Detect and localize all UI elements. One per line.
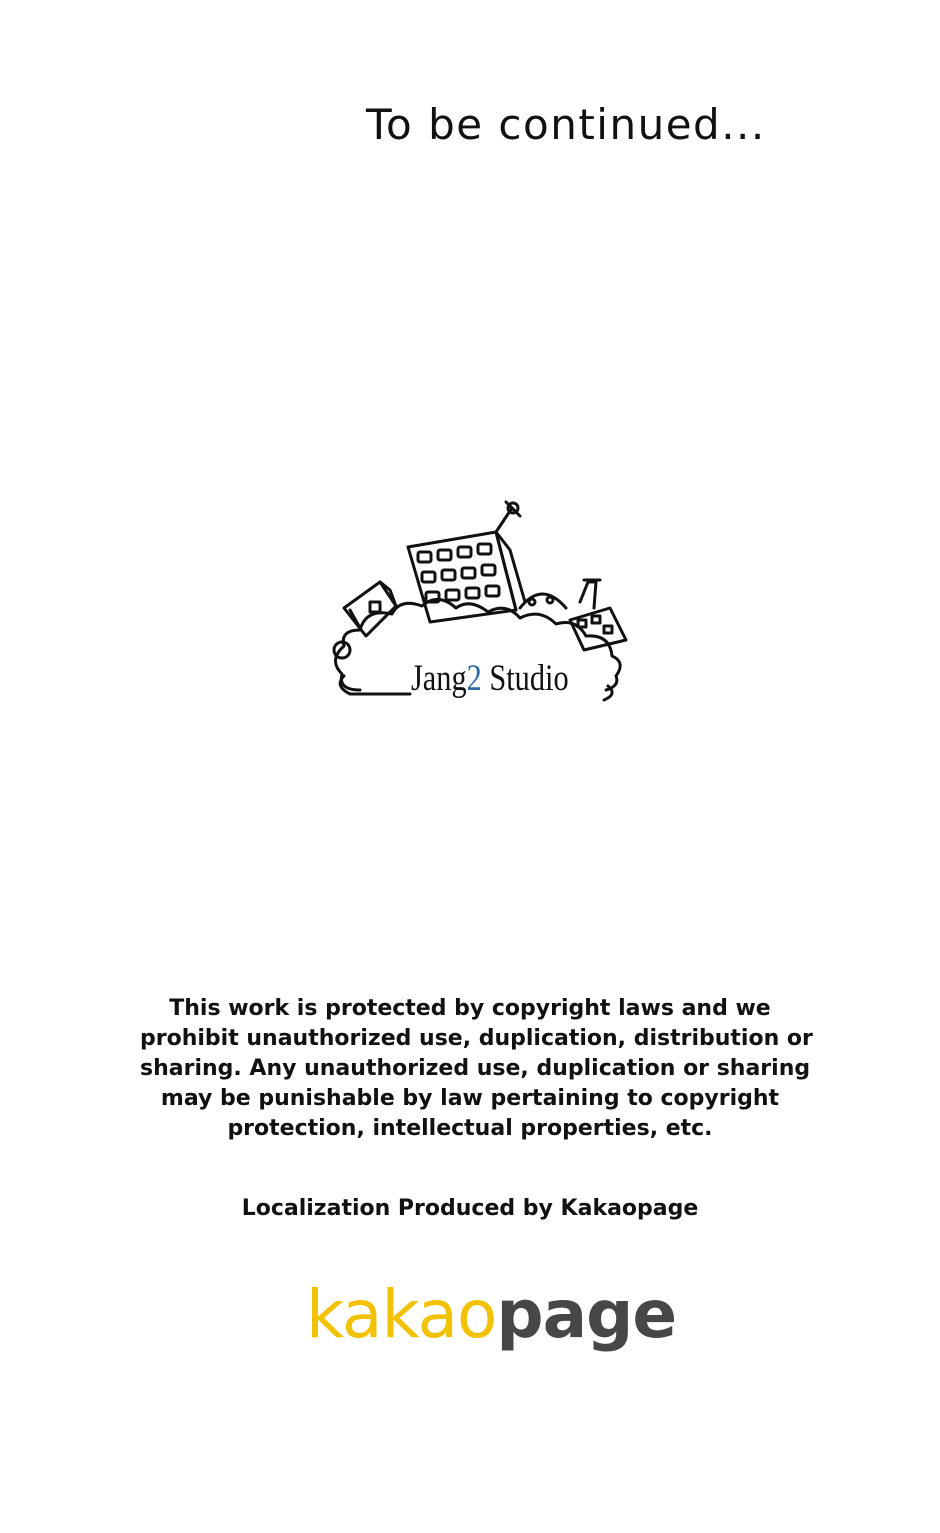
kakaopage-logo [306, 1276, 677, 1353]
to-be-continued-text: To be continued... [366, 100, 766, 149]
studio-name [411, 657, 569, 700]
copyright-line: protection, intellectual properties, etc. [227, 1116, 713, 1141]
localization-credit: Localization Produced by Kakaopage [241, 1196, 699, 1221]
copyright-notice [140, 994, 813, 1144]
studio-name-prefix: Jang [411, 658, 467, 699]
copyright-line: prohibit unauthorized use, duplication, distribution or [140, 1026, 813, 1051]
copyright-line: may be punishable by law pertaining to copyright [160, 1086, 780, 1111]
copyright-line: This work is protected by copyright laws and we [169, 996, 771, 1021]
studio-name-number: 2 [466, 658, 482, 699]
brand-kakao: kakao [306, 1276, 497, 1353]
brand-page: page [496, 1276, 677, 1353]
studio-name-suffix: Studio [481, 658, 569, 699]
copyright-line: sharing. Any unauthorized use, duplication or sharing [140, 1056, 811, 1081]
